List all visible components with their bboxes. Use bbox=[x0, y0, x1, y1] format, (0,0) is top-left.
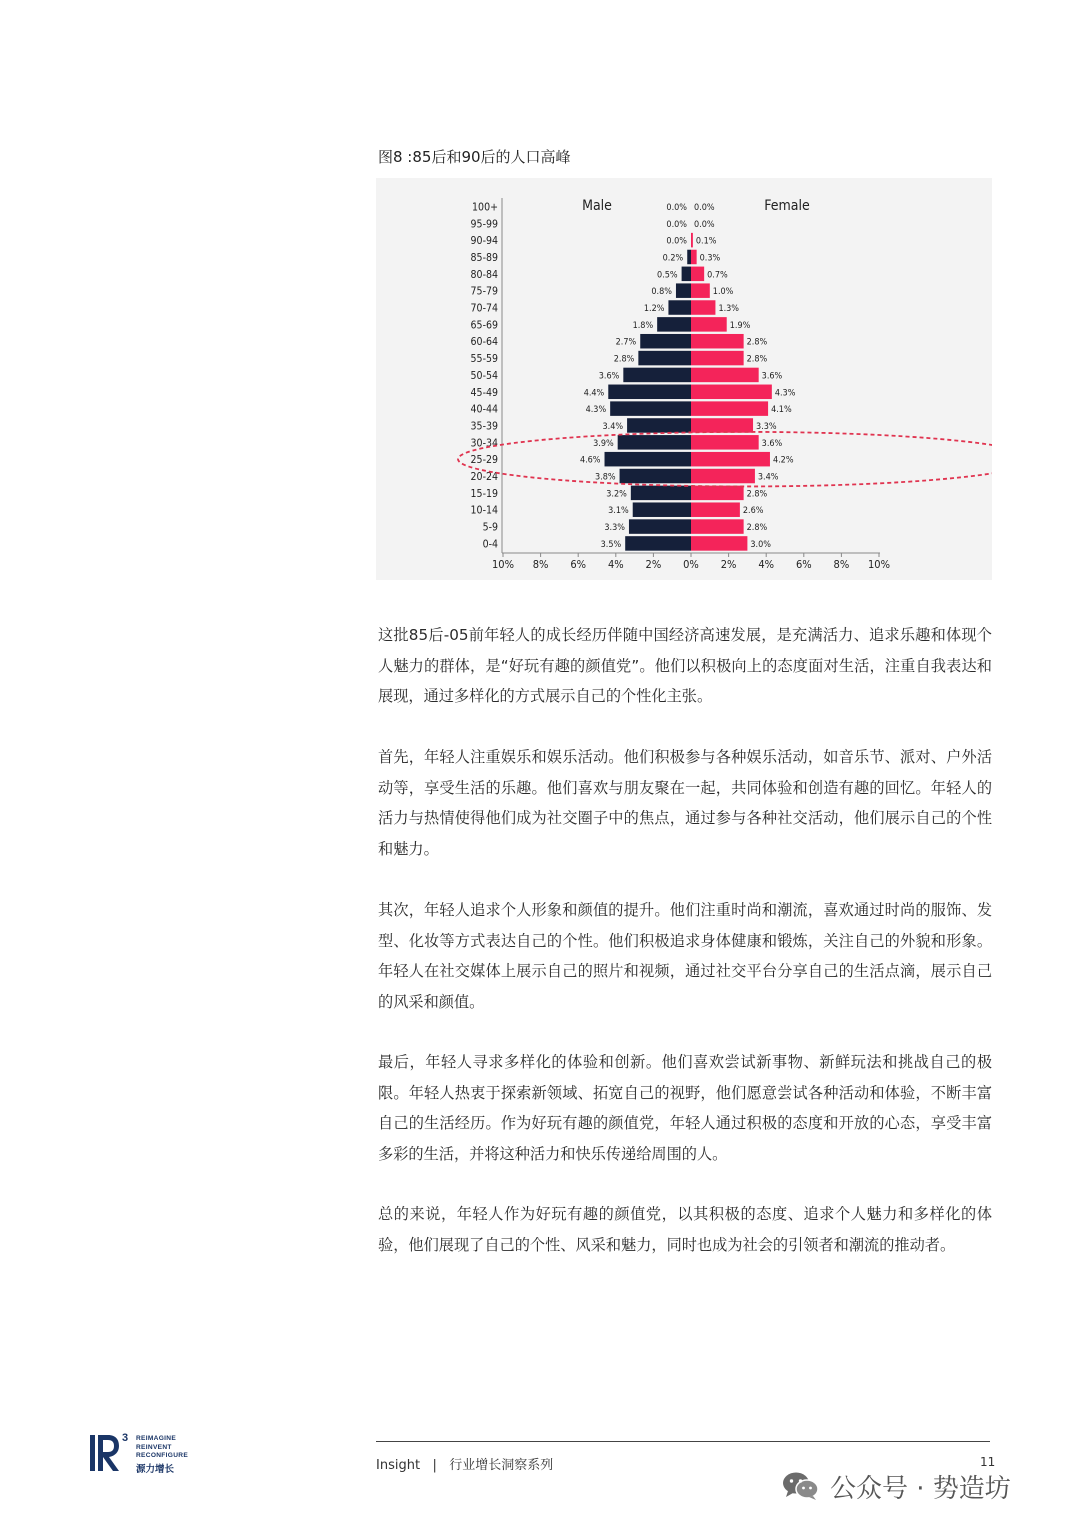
male-bar bbox=[610, 401, 691, 416]
x-tick-label: 8% bbox=[833, 558, 850, 571]
age-label: 75-79 bbox=[470, 285, 498, 298]
logo-line-2: REINVENT bbox=[136, 1443, 172, 1451]
male-bar bbox=[687, 250, 691, 265]
age-label: 20-24 bbox=[470, 471, 498, 484]
age-label: 35-39 bbox=[470, 420, 498, 433]
female-bar bbox=[691, 536, 747, 551]
female-value-label: 3.6% bbox=[761, 438, 783, 449]
male-value-label: 1.2% bbox=[643, 304, 665, 315]
female-value-label: 3.6% bbox=[761, 371, 783, 382]
age-label: 70-74 bbox=[470, 302, 498, 315]
female-bar bbox=[691, 233, 693, 248]
age-label: 60-64 bbox=[470, 336, 498, 349]
page-number: 11 bbox=[980, 1455, 996, 1469]
male-bar bbox=[676, 283, 691, 298]
female-bar bbox=[691, 385, 772, 400]
male-value-label: 0.0% bbox=[666, 219, 687, 230]
footer-series-title: Insight | 行业增长洞察系列 bbox=[376, 1458, 554, 1473]
female-bar bbox=[691, 519, 744, 534]
female-value-label: 4.2% bbox=[772, 455, 794, 466]
male-bar bbox=[668, 300, 691, 315]
male-value-label: 3.1% bbox=[608, 506, 629, 517]
female-bar bbox=[691, 334, 744, 349]
paragraph-2: 首先，年轻人注重娱乐和娱乐活动。他们积极参与各种娱乐活动，如音乐节、派对、户外活动等，享受生活的乐趣。他们喜欢与朋友聚在一起，共同体验和创造有趣的回忆。年轻人的活力与热情使得他们成为社交圈子中的焦点，通过参与各种社交活动，他们展示自己的个性和魅力。 bbox=[378, 748, 992, 858]
male-value-label: 3.4% bbox=[602, 421, 624, 432]
male-bar bbox=[640, 334, 691, 349]
male-bar bbox=[629, 519, 691, 534]
x-tick-label: 2% bbox=[645, 558, 662, 571]
age-label: 25-29 bbox=[470, 454, 498, 467]
male-bar bbox=[657, 317, 691, 332]
female-series-title: Female bbox=[764, 198, 810, 214]
r3-logo bbox=[88, 1433, 208, 1477]
female-value-label: 0.0% bbox=[694, 202, 715, 213]
female-value-label: 4.1% bbox=[771, 405, 792, 416]
female-value-label: 0.3% bbox=[699, 253, 721, 264]
female-value-label: 1.9% bbox=[729, 320, 751, 331]
female-bar bbox=[691, 486, 744, 501]
age-label: 50-54 bbox=[470, 369, 498, 382]
female-value-label: 2.8% bbox=[746, 489, 768, 500]
female-bar bbox=[691, 435, 759, 450]
female-value-label: 2.8% bbox=[746, 354, 768, 365]
x-tick-label: 8% bbox=[532, 558, 549, 571]
female-bar bbox=[691, 368, 759, 383]
male-value-label: 2.7% bbox=[615, 337, 637, 348]
age-label: 30-34 bbox=[470, 437, 498, 450]
male-bar bbox=[627, 418, 691, 433]
logo-line-1: REIMAGINE bbox=[136, 1435, 177, 1442]
male-bar bbox=[638, 351, 691, 366]
age-label: 65-69 bbox=[470, 319, 498, 332]
female-value-label: 1.3% bbox=[718, 304, 740, 315]
male-value-label: 4.6% bbox=[579, 455, 601, 466]
female-bar bbox=[691, 267, 704, 282]
x-tick-label: 6% bbox=[570, 558, 587, 571]
watermark bbox=[782, 1468, 1011, 1504]
footer-divider bbox=[376, 1441, 990, 1442]
male-bar bbox=[633, 502, 691, 516]
female-value-label: 3.3% bbox=[756, 421, 777, 432]
male-bar bbox=[618, 435, 691, 450]
male-value-label: 3.5% bbox=[600, 539, 622, 550]
figure-caption: 图8 :85后和90后的人口高峰 bbox=[378, 148, 571, 166]
female-value-label: 2.6% bbox=[742, 506, 764, 517]
logo-tagline bbox=[136, 1435, 188, 1461]
male-value-label: 0.5% bbox=[657, 270, 678, 281]
age-label: 5-9 bbox=[482, 521, 498, 534]
male-bar bbox=[623, 368, 691, 383]
x-tick-label: 2% bbox=[720, 558, 737, 571]
logo-superscript: 3 bbox=[122, 1432, 129, 1444]
female-value-label: 1.0% bbox=[712, 287, 734, 298]
x-tick-label: 6% bbox=[795, 558, 812, 571]
age-label: 45-49 bbox=[470, 386, 498, 399]
age-label: 55-59 bbox=[470, 353, 498, 366]
female-bar bbox=[691, 502, 740, 516]
x-tick-label: 4% bbox=[607, 558, 624, 571]
male-value-label: 3.9% bbox=[593, 438, 614, 449]
age-label: 0-4 bbox=[482, 538, 498, 551]
male-value-label: 0.0% bbox=[666, 236, 687, 247]
female-bar bbox=[691, 351, 744, 366]
male-value-label: 0.8% bbox=[651, 287, 672, 298]
male-value-label: 0.2% bbox=[662, 253, 684, 264]
paragraph-1: 这批85后-05前年轻人的成长经历伴随中国经济高速发展，是充满活力、追求乐趣和体现个人魅力的群体，是“好玩有趣的颜值党”。他们以积极向上的态度面对生活，注重自我表达和展现，通过多样化的方式展示自己的个性化主张。 bbox=[378, 626, 992, 705]
male-value-label: 3.2% bbox=[606, 489, 627, 500]
paragraph-5: 总的来说，年轻人作为好玩有趣的颜值党，以其积极的态度、追求个人魅力和多样化的体验，他们展现了自己的个性、风采和魅力，同时也成为社会的引领者和潮流的推动者。 bbox=[378, 1205, 992, 1254]
male-value-label: 3.8% bbox=[594, 472, 616, 483]
age-label: 95-99 bbox=[470, 218, 498, 231]
female-bar bbox=[691, 300, 715, 315]
r-logo-icon bbox=[88, 1433, 122, 1473]
paragraph-3: 其次，年轻人追求个人形象和颜值的提升。他们注重时尚和潮流，喜欢通过时尚的服饰、发型、化妆等方式表达自己的个性。他们积极追求身体健康和锻炼，关注自己的外貌和形象。年轻人在社交媒体上展示自己的照片和视频，通过社交平台分享自己的生活点滴，展示自己的风采和颜值。 bbox=[378, 901, 992, 1011]
female-value-label: 0.1% bbox=[695, 236, 717, 247]
male-value-label: 3.3% bbox=[604, 523, 625, 534]
x-tick-label: 0% bbox=[683, 558, 699, 571]
male-bar bbox=[620, 469, 691, 484]
male-bar bbox=[631, 486, 691, 501]
pyramid-svg bbox=[376, 178, 992, 580]
age-label: 15-19 bbox=[470, 487, 498, 500]
female-bar bbox=[691, 452, 770, 467]
female-bar bbox=[691, 418, 753, 433]
age-label: 40-44 bbox=[470, 403, 498, 416]
female-value-label: 0.7% bbox=[707, 270, 728, 281]
age-label: 80-84 bbox=[470, 268, 498, 281]
age-label: 10-14 bbox=[470, 504, 498, 517]
female-bar bbox=[691, 317, 727, 332]
female-value-label: 2.8% bbox=[746, 337, 768, 348]
age-label: 100+ bbox=[472, 201, 498, 214]
wechat-icon bbox=[782, 1471, 820, 1501]
x-tick-label: 4% bbox=[758, 558, 775, 571]
male-bar bbox=[608, 385, 691, 400]
logo-cn-name: 源力增长 bbox=[136, 1464, 175, 1475]
logo-line-3: RECONFIGURE bbox=[136, 1452, 189, 1460]
male-bar bbox=[625, 536, 691, 551]
x-tick-label: 10% bbox=[492, 558, 514, 571]
female-value-label: 2.8% bbox=[746, 523, 768, 534]
female-value-label: 0.0% bbox=[694, 219, 715, 230]
female-bar bbox=[691, 250, 697, 265]
female-value-label: 3.4% bbox=[757, 472, 779, 483]
male-value-label: 1.8% bbox=[632, 320, 654, 331]
female-bar bbox=[691, 469, 755, 484]
paragraph-4: 最后，年轻人寻求多样化的体验和创新。他们喜欢尝试新事物、新鲜玩法和挑战自己的极限。年轻人热衷于探索新领域、拓宽自己的视野，他们愿意尝试各种活动和体验，不断丰富自己的生活经历。作为好玩有趣的颜值党，年轻人通过积极的态度和开放的心态，享受丰富多彩的生活，并将这种活力和快乐传递给周围的人。 bbox=[378, 1053, 992, 1163]
x-tick-label: 10% bbox=[868, 558, 890, 571]
female-value-label: 4.3% bbox=[774, 388, 796, 399]
female-bar bbox=[691, 283, 710, 298]
male-series-title: Male bbox=[582, 198, 612, 214]
male-value-label: 3.6% bbox=[598, 371, 620, 382]
male-value-label: 0.0% bbox=[666, 202, 687, 213]
population-pyramid-chart bbox=[376, 178, 992, 580]
male-value-label: 2.8% bbox=[613, 354, 635, 365]
watermark-text: 公众号 · 势造坊 bbox=[830, 1473, 1011, 1504]
male-bar bbox=[605, 452, 691, 467]
age-label: 85-89 bbox=[470, 251, 498, 264]
male-bar bbox=[682, 267, 691, 282]
female-value-label: 3.0% bbox=[750, 539, 771, 550]
female-bar bbox=[691, 401, 768, 416]
age-label: 90-94 bbox=[470, 235, 498, 248]
male-value-label: 4.4% bbox=[583, 388, 605, 399]
male-value-label: 4.3% bbox=[585, 405, 607, 416]
